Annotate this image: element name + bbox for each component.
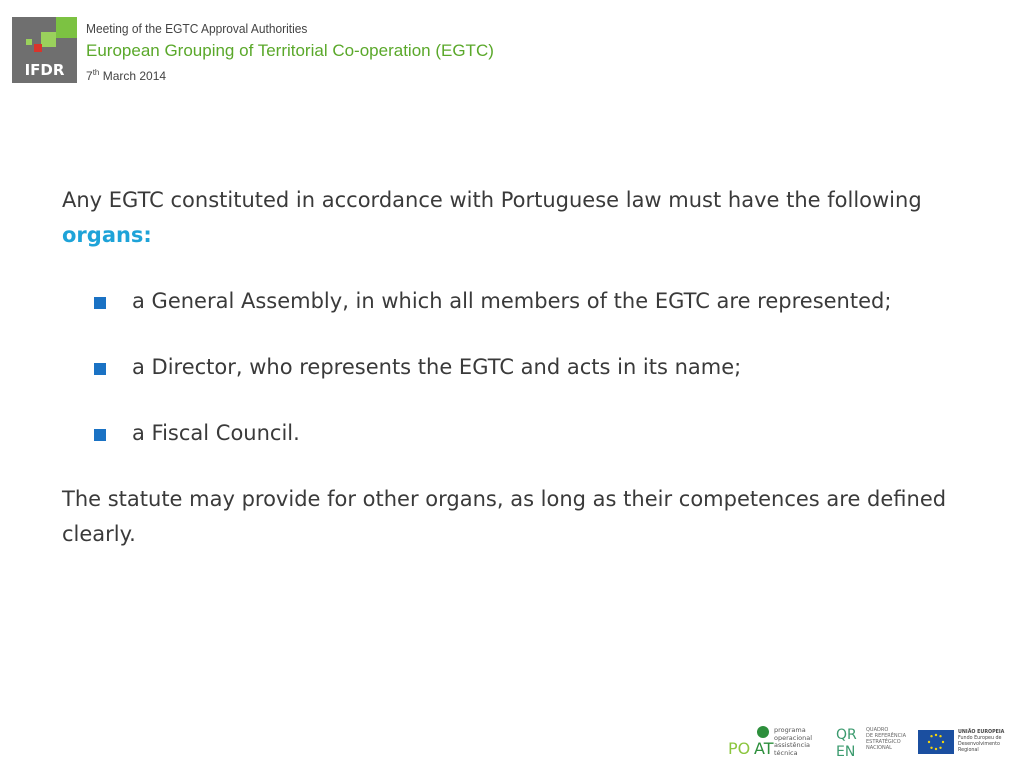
list-item-text: a Fiscal Council.: [132, 421, 300, 445]
logo-square-green: [56, 17, 77, 38]
date-rest: March 2014: [99, 69, 167, 83]
qren-logo: [836, 724, 908, 760]
logo-text: IFDR: [24, 61, 65, 79]
qren-line1: QUADRO: [866, 727, 889, 733]
organs-list: [62, 284, 982, 451]
logo-square-red: [34, 44, 42, 52]
list-item-text: a Director, who represents the EGTC and acts in its name;: [132, 355, 742, 379]
poat-line2: operacional: [774, 733, 813, 742]
date-sup: th: [92, 68, 100, 77]
svg-text:QR: QR: [836, 727, 857, 743]
qren-line4: NACIONAL: [866, 745, 892, 751]
logo-square-light-green: [41, 32, 56, 47]
bullet-square-icon: [94, 297, 106, 309]
ifdr-logo: [12, 17, 77, 83]
poat-mark-icon: [728, 724, 774, 760]
eu-line3: Desenvolvimento Regional: [958, 742, 1000, 753]
list-item: [62, 350, 982, 385]
organs-highlight: organs:: [62, 223, 152, 247]
svg-text:PO: PO: [728, 739, 751, 758]
meeting-title: Meeting of the EGTC Approval Authorities: [86, 21, 308, 36]
intro-text: Any EGTC constituted in accordance with Portuguese law must have the following: [62, 188, 922, 212]
intro-paragraph: [62, 183, 982, 253]
svg-text:AT: AT: [754, 739, 774, 758]
poat-line1: programa: [774, 726, 806, 734]
date-day: 7: [86, 69, 93, 83]
svg-text:EN: EN: [836, 744, 856, 760]
footer-logos: [728, 724, 1016, 760]
bullet-square-icon: [94, 363, 106, 375]
qren-line3: ESTRATÉGICO: [866, 739, 901, 745]
bullet-square-icon: [94, 429, 106, 441]
list-item: [62, 416, 982, 451]
qren-line2: DE REFERÊNCIA: [866, 733, 907, 739]
logo-square-small: [26, 39, 32, 45]
list-item-text: a General Assembly, in which all members of the EGTC are represented;: [132, 289, 892, 313]
egtc-title: European Grouping of Territorial Co-operation (EGTC): [86, 41, 494, 60]
meeting-date: [86, 68, 166, 83]
poat-logo: [728, 724, 818, 760]
eu-line2: Fundo Europeu de: [958, 736, 1002, 741]
list-item: [62, 284, 982, 319]
qren-mark-icon: [836, 724, 866, 758]
poat-line3: assistência: [774, 741, 810, 749]
poat-line4: técnica: [774, 748, 798, 757]
eu-line1: UNIÃO EUROPEIA: [958, 730, 1005, 735]
outro-paragraph: The statute may provide for other organs, as long as their competences are defined clearly.: [62, 487, 947, 546]
slide-content: [62, 183, 982, 552]
eu-flag-icon: [918, 730, 954, 754]
eu-logo: [918, 730, 1016, 760]
